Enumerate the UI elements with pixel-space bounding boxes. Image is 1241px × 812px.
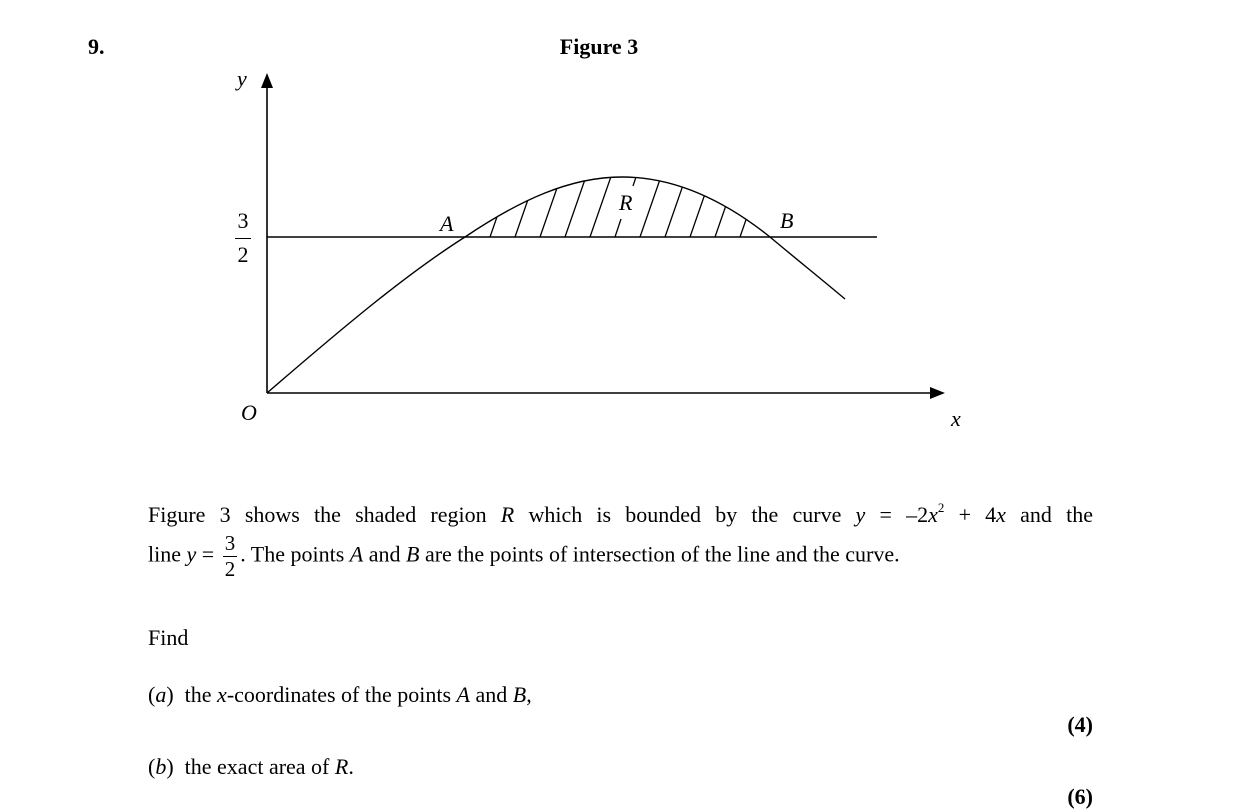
find-label: Find xyxy=(148,625,189,650)
part-a xyxy=(148,682,1093,708)
question-number: 9. xyxy=(88,34,105,59)
text: which is bounded by the curve xyxy=(514,502,856,527)
part-b-marks: (6) xyxy=(1067,784,1093,809)
point-b-label: B xyxy=(780,208,794,233)
var-b: B xyxy=(512,682,527,707)
text: = xyxy=(196,541,220,567)
text: are the points of intersection of the line and the curve. xyxy=(419,541,900,567)
part-a-marks: (4) xyxy=(1067,712,1093,737)
text: the exact area of xyxy=(184,754,335,779)
point-a-label: A xyxy=(440,211,454,236)
text: . The points xyxy=(240,541,350,567)
y-axis-arrow-icon xyxy=(261,73,273,88)
text: , xyxy=(526,682,532,707)
question-text-line-2 xyxy=(148,533,1093,580)
text: . xyxy=(348,754,354,779)
text: line xyxy=(148,541,187,567)
text: and xyxy=(470,682,513,707)
var-x: x xyxy=(928,502,938,527)
var-x: x xyxy=(996,502,1006,527)
origin-label: O xyxy=(241,400,257,425)
var-r: R xyxy=(500,502,515,527)
var-y: y xyxy=(186,541,197,567)
text: the xyxy=(184,682,218,707)
text: and xyxy=(363,541,406,567)
question-text-line-1 xyxy=(148,502,1093,528)
text: = –2 xyxy=(865,502,929,527)
var-y: y xyxy=(855,502,866,527)
fraction-denominator: 2 xyxy=(237,242,249,267)
part-b-label: b xyxy=(155,754,167,779)
fraction-bar xyxy=(235,238,251,239)
region-r-label: R xyxy=(619,190,633,215)
inline-fraction xyxy=(223,533,238,580)
text: + 4 xyxy=(944,502,997,527)
fraction-numerator: 3 xyxy=(237,208,249,233)
var-b: B xyxy=(406,541,420,567)
text: Figure 3 shows the shaded region xyxy=(148,502,501,527)
text: -coordinates of the points xyxy=(226,682,457,707)
denominator: 2 xyxy=(224,557,236,581)
var-a: A xyxy=(456,682,470,707)
part-a-label: a xyxy=(155,682,167,707)
var-a: A xyxy=(349,541,364,567)
paren: ( xyxy=(148,754,156,779)
y-axis-label: y xyxy=(237,66,247,91)
curve-parabola xyxy=(267,177,845,393)
part-b xyxy=(148,754,1093,780)
x-axis-label: x xyxy=(951,406,961,431)
paren: ( xyxy=(148,682,156,707)
var-r: R xyxy=(334,754,349,779)
exponent: 2 xyxy=(937,500,945,515)
paren: ) xyxy=(166,754,174,779)
x-axis-arrow-icon xyxy=(930,387,945,399)
paren: ) xyxy=(166,682,174,707)
var-x: x xyxy=(217,682,227,707)
text: and the xyxy=(1005,502,1093,527)
figure-title: Figure 3 xyxy=(559,34,639,59)
numerator: 3 xyxy=(224,531,236,555)
